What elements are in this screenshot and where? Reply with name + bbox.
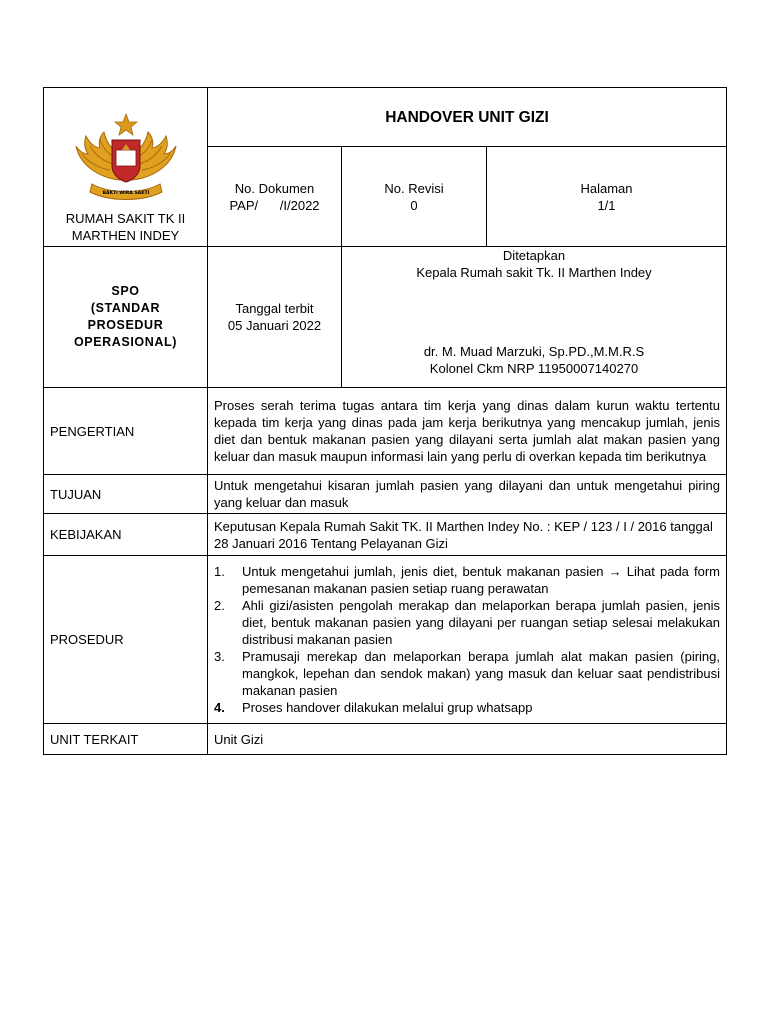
hospital-emblem-icon bbox=[70, 110, 182, 206]
list-item-number: 3. bbox=[214, 649, 225, 664]
list-item-text: Untuk mengetahui jumlah, jenis diet, bentuk makanan pasien → Lihat pada form pemesanan makanan pasien setiap ruang perawatan bbox=[242, 564, 720, 596]
hospital-cell bbox=[44, 88, 208, 247]
prosedur-cell bbox=[208, 556, 727, 724]
spo-line3: PROSEDUR bbox=[87, 318, 164, 332]
document-title: HANDOVER UNIT GIZI bbox=[208, 88, 727, 147]
list-item-text: Pramusaji merekap dan melaporkan berapa jumlah alat makan pasien (piring, mangkok, lepehan dan sendok makan) yang masuk dan keluar saat pendistribusi makanan pasien bbox=[242, 649, 720, 698]
spo-document-table bbox=[43, 87, 727, 755]
halaman-value: 1/1 bbox=[597, 197, 616, 213]
unit-terkait-text: Unit Gizi bbox=[208, 724, 727, 755]
terbit-cell bbox=[208, 247, 342, 388]
halaman-cell bbox=[487, 147, 727, 247]
svg-text:BAKTI WIRA SAKTI: BAKTI WIRA SAKTI bbox=[102, 191, 149, 196]
pengertian-text: Proses serah terima tugas antara tim kerja yang dinas dalam kurun waktu tertentu kepada tim kerja yang dinas pada jam kerja berikutnya yang mencakup jumlah, jenis diet dan bentuk makanan pasien yang dilayani serta jumlah alat makan pasien yang keluar dan masuk maupun informasi lain yang perlu di overkan kepada tim berikutnya bbox=[208, 388, 727, 475]
list-item-text: Proses handover dilakukan melalui grup whatsapp bbox=[242, 700, 533, 715]
list-item bbox=[214, 648, 720, 699]
hospital-name-line2: MARTHEN INDEY bbox=[71, 228, 180, 243]
spo-line2: (STANDAR bbox=[90, 301, 161, 315]
kebijakan-label: KEBIJAKAN bbox=[44, 514, 208, 556]
terbit-label: Tanggal terbit bbox=[235, 301, 314, 316]
list-item bbox=[214, 699, 720, 716]
dokumen-value: PAP/ /I/2022 bbox=[229, 197, 320, 213]
revisi-label: No. Revisi bbox=[384, 180, 444, 196]
list-item-text: Ahli gizi/asisten pengolah merakap dan melaporkan berapa jumlah pasien, jenis diet, bentuk makanan pasien yang dilayani per ruangan setiap selesai melakukan distribusi makanan pasien bbox=[242, 598, 720, 647]
prosedur-list bbox=[214, 563, 720, 716]
list-item-number: 1. bbox=[214, 564, 225, 579]
dokumen-cell bbox=[208, 147, 342, 247]
tujuan-label: TUJUAN bbox=[44, 475, 208, 514]
list-item-number: 2. bbox=[214, 598, 225, 613]
signatory-rank: Kolonel Ckm NRP 11950007140270 bbox=[429, 361, 639, 376]
list-item-number: 4. bbox=[214, 700, 225, 715]
hospital-name-line1: RUMAH SAKIT TK II bbox=[65, 211, 186, 226]
revisi-cell bbox=[342, 147, 487, 247]
spo-line1: SPO bbox=[111, 284, 140, 298]
terbit-date: 05 Januari 2022 bbox=[227, 318, 322, 333]
list-item bbox=[214, 563, 720, 597]
list-item bbox=[214, 597, 720, 648]
spo-cell bbox=[44, 247, 208, 388]
unit-terkait-label: UNIT TERKAIT bbox=[44, 724, 208, 755]
spo-line4: OPERASIONAL) bbox=[73, 335, 178, 349]
signatory-name: dr. M. Muad Marzuki, Sp.PD.,M.M.R.S bbox=[423, 344, 645, 359]
ditetapkan-by: Kepala Rumah sakit Tk. II Marthen Indey bbox=[416, 265, 652, 280]
ditetapkan-label: Ditetapkan bbox=[502, 248, 566, 263]
tujuan-text: Untuk mengetahui kisaran jumlah pasien yang dilayani dan untuk mengetahui piring yang keluar dan masuk bbox=[208, 475, 727, 514]
dokumen-label: No. Dokumen bbox=[234, 180, 315, 196]
prosedur-label: PROSEDUR bbox=[44, 556, 208, 724]
kebijakan-text: Keputusan Kepala Rumah Sakit TK. II Marthen Indey No. : KEP / 123 / I / 2016 tanggal 28 Januari 2016 Tentang Pelayanan Gizi bbox=[208, 514, 727, 556]
pengertian-label: PENGERTIAN bbox=[44, 388, 208, 475]
halaman-label: Halaman bbox=[580, 180, 633, 196]
ditetapkan-cell bbox=[342, 247, 727, 388]
revisi-value: 0 bbox=[410, 197, 418, 213]
